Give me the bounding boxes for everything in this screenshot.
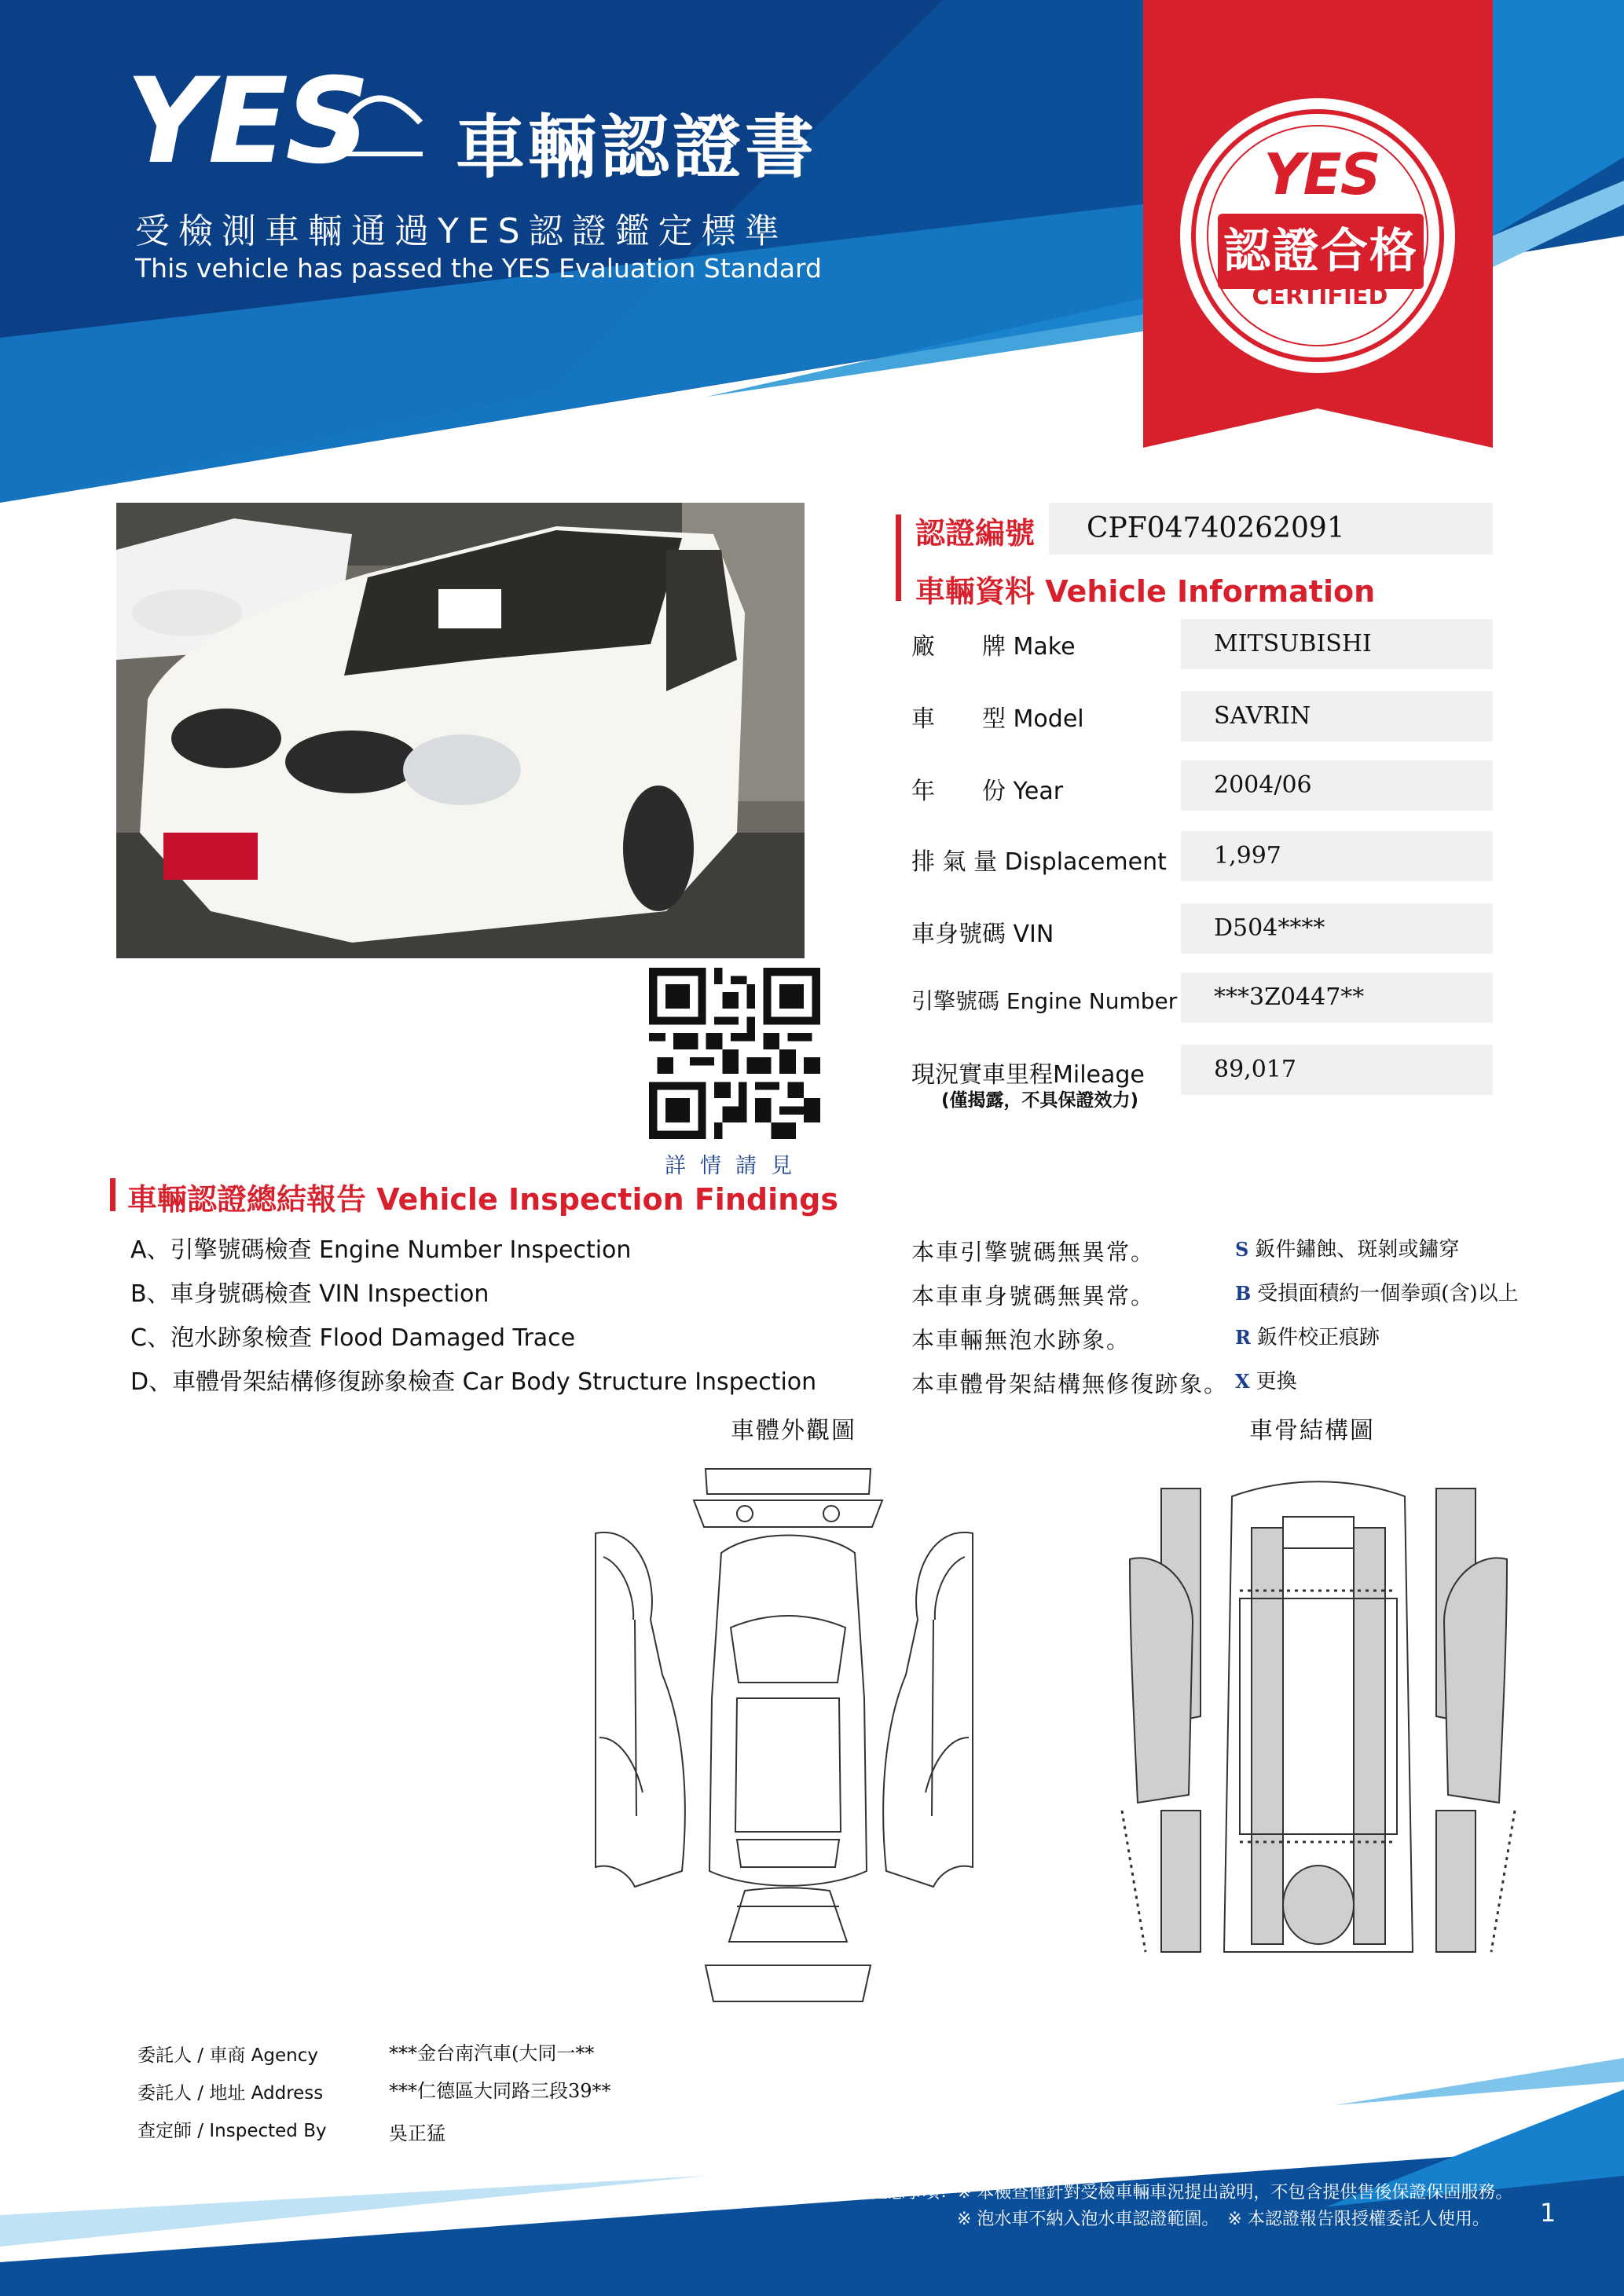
subtitle-en: This vehicle has passed the YES Evaluation Standard [135,253,822,284]
badge-text-en: CERTIFIED [1252,283,1388,310]
legend-rust [1235,1233,1459,1262]
page-number: 1 [1540,2198,1556,2228]
agency-label: 委託人 / 車商 Agency [137,2045,318,2066]
findings-marker [110,1178,115,1211]
finding-d-label: D、車體骨架結構修復跡象檢查 Car Body Structure Inspection [130,1368,817,1396]
vehicle-photo [116,503,805,958]
subtitle-zh: 受檢測車輛通過YES認證鑑定標準 [135,211,788,251]
findings-title: 車輛認證總結報告 Vehicle Inspection Findings [127,1182,838,1217]
structure-diagram-title: 車骨結構圖 [1249,1417,1375,1445]
yes-logo: YES [126,53,368,190]
displacement-label: 排 氣 量 Displacement [911,848,1167,876]
inspector-value: 吳正猛 [389,2122,445,2144]
engine-number-label: 引擎號碼 Engine Number [911,988,1178,1014]
legend-text: 受損面積約一個拳頭(含)以上 [1257,1282,1519,1305]
vin-value: D504**** [1181,903,1493,954]
car-swoosh-icon [330,75,424,162]
footer-note-1: 注意事項：※ 本檢查僅針對受檢車輛車況提出說明，不包含提供售後保證保固服務。 [871,2183,1513,2203]
model-value: SAVRIN [1181,691,1493,742]
model-label: 車 型 Model [911,705,1084,733]
year-label: 年 份 Year [911,778,1064,805]
certificate-number: CPF04740262091 [1049,503,1493,555]
exterior-diagram-title: 車體外觀圖 [731,1417,856,1445]
badge-text-zh: 認證合格 [1218,214,1424,289]
legend-symbol: S [1235,1238,1249,1261]
legend-repair [1235,1321,1380,1350]
finding-c-result: 本車輛無泡水跡象。 [911,1327,1131,1353]
qr-caption: 詳情請見 [665,1154,806,1178]
legend-damage [1235,1277,1519,1306]
vin-label: 車身號碼 VIN [911,921,1054,948]
mileage-value: 89,017 [1181,1045,1493,1095]
section-marker [896,514,901,601]
legend-replace [1235,1365,1297,1394]
qr-code[interactable] [649,968,820,1139]
engine-number-value: ***3Z0447** [1181,972,1493,1023]
finding-d-result: 本車體骨架結構無修復跡象。 [911,1371,1229,1397]
exterior-diagram [588,1463,981,2003]
finding-a-label: A、引擎號碼檢查 Engine Number Inspection [130,1236,632,1264]
finding-b-label: B、車身號碼檢查 VIN Inspection [130,1280,489,1308]
agency-value: ***金台南汽車(大同一** [389,2042,595,2064]
inspector-label: 查定師 / Inspected By [137,2121,327,2141]
make-value: MITSUBISHI [1181,619,1493,669]
finding-a-result: 本車引擎號碼無異常。 [911,1239,1156,1265]
legend-symbol: B [1235,1282,1252,1305]
mileage-note: (僅揭露，不具保證效力) [941,1090,1139,1111]
vehicle-info-title: 車輛資料 Vehicle Information [915,574,1376,609]
legend-symbol: R [1235,1326,1251,1349]
legend-text: 鈑件鏽蝕、斑剝或鏽穿 [1255,1238,1460,1262]
mileage-label: 現況實車里程Mileage [911,1061,1145,1089]
finding-b-result: 本車車身號碼無異常。 [911,1283,1156,1309]
address-label: 委託人 / 地址 Address [137,2083,324,2104]
footer-background [0,2058,1624,2296]
year-value: 2004/06 [1181,760,1493,811]
certificate-title: 車輛認證書 [456,107,818,188]
badge-logo: YES [1263,141,1380,207]
structure-diagram [1114,1481,1523,1960]
legend-text: 更換 [1256,1370,1297,1393]
certificate-number-label: 認證編號 [915,516,1036,551]
address-value: ***仁德區大同路三段39** [389,2080,611,2102]
legend-text: 鈑件校正痕跡 [1256,1326,1380,1349]
displacement-value: 1,997 [1181,831,1493,881]
make-label: 廠 牌 Make [911,633,1076,661]
legend-symbol: X [1235,1370,1250,1393]
finding-c-label: C、泡水跡象檢查 Flood Damaged Trace [130,1324,576,1352]
footer-note-2: ※ 泡水車不納入泡水車認證範圍。 ※ 本認證報告限授權委託人使用。 [957,2210,1490,2229]
